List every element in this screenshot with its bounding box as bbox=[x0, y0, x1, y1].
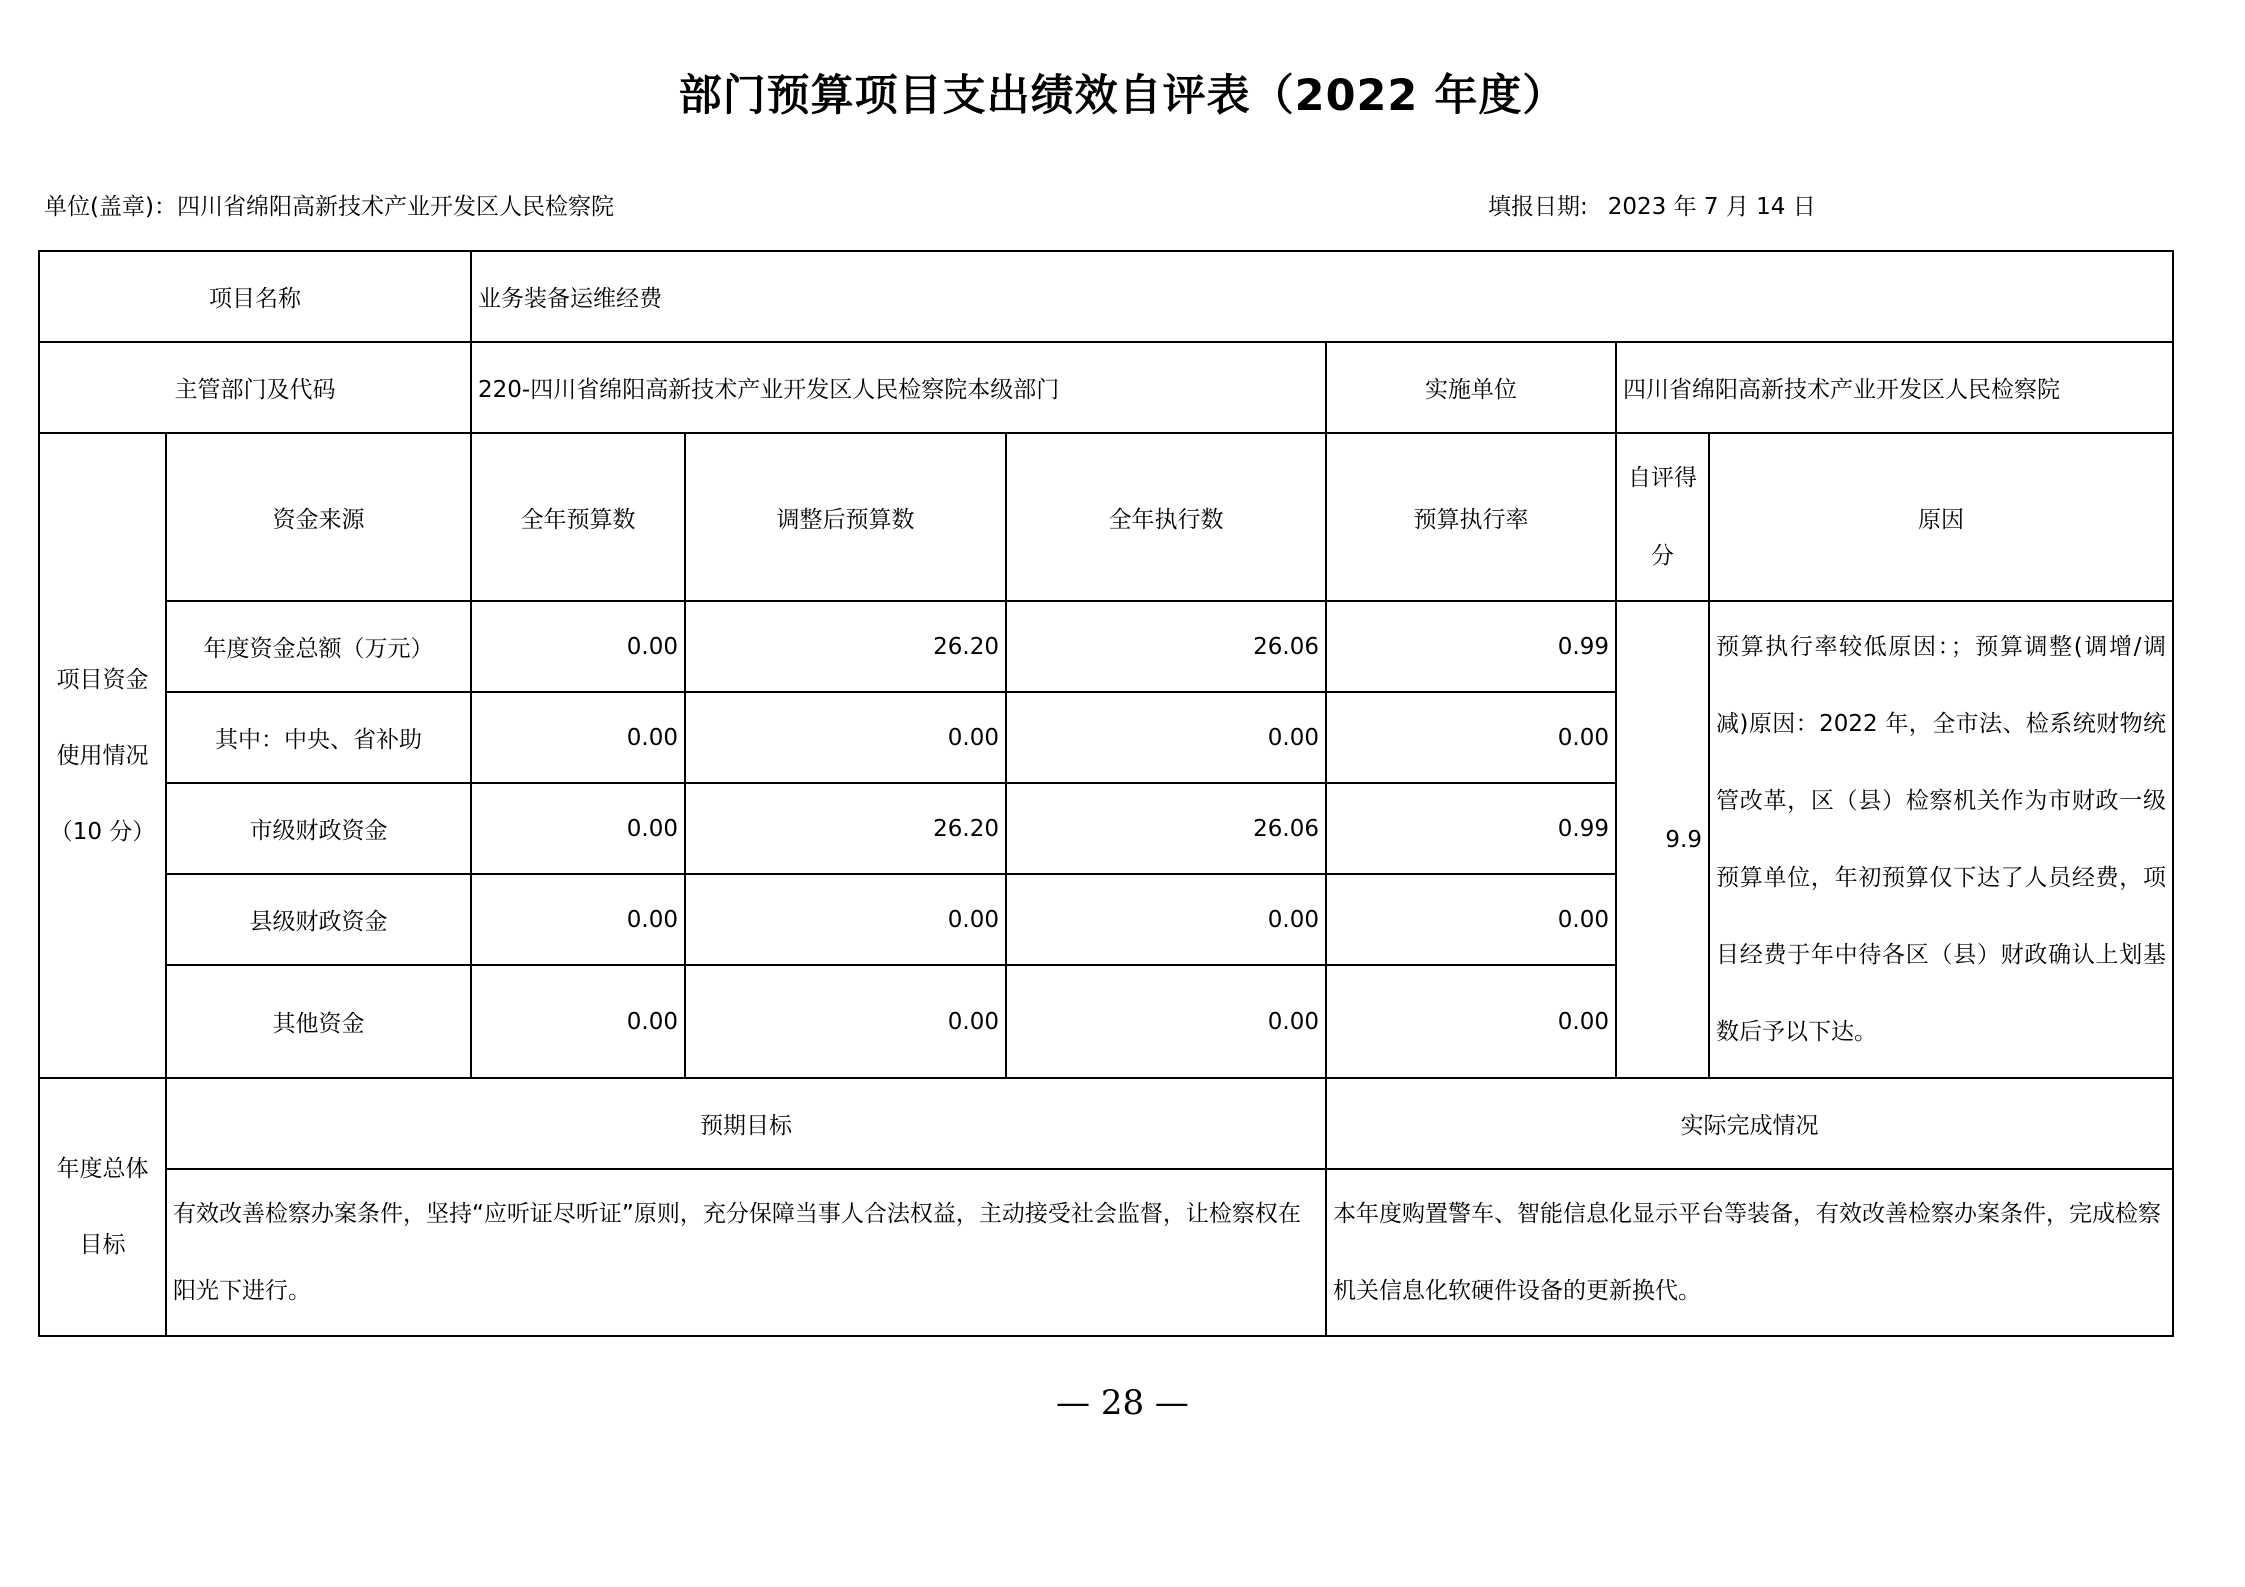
score-value: 9.9 bbox=[1616, 601, 1709, 1078]
row-exec-rate: 0.99 bbox=[1326, 601, 1616, 692]
page-title: 部门预算项目支出绩效自评表（2022 年度） bbox=[678, 71, 1567, 121]
header-score: 自评得分 bbox=[1616, 433, 1709, 601]
actual-label: 实际完成情况 bbox=[1326, 1078, 2173, 1169]
fill-date-label: 填报日期: bbox=[1488, 194, 1588, 220]
funds-section-label: 项目资金使用情况（10 分） bbox=[39, 433, 166, 1078]
fill-date-value: 2023 年 7 月 14 日 bbox=[1607, 194, 1816, 220]
row-source: 其他资金 bbox=[166, 965, 471, 1078]
row-exec-rate: 0.00 bbox=[1326, 692, 1616, 783]
row-executed: 0.00 bbox=[1006, 874, 1326, 965]
row-annual-budget: 0.00 bbox=[471, 874, 685, 965]
row-source: 县级财政资金 bbox=[166, 874, 471, 965]
header-source: 资金来源 bbox=[166, 433, 471, 601]
row-source: 年度资金总额（万元） bbox=[166, 601, 471, 692]
row-exec-rate: 0.99 bbox=[1326, 783, 1616, 874]
unit-line: 单位(盖章)：四川省绵阳高新技术产业开发区人民检察院 bbox=[44, 194, 614, 220]
dept-label: 主管部门及代码 bbox=[39, 342, 471, 433]
impl-label: 实施单位 bbox=[1326, 342, 1616, 433]
impl-value: 四川省绵阳高新技术产业开发区人民检察院 bbox=[1616, 342, 2173, 433]
evaluation-table bbox=[38, 250, 2174, 1337]
row-executed: 0.00 bbox=[1006, 692, 1326, 783]
row-exec-rate: 0.00 bbox=[1326, 874, 1616, 965]
row-annual-budget: 0.00 bbox=[471, 601, 685, 692]
header-executed: 全年执行数 bbox=[1006, 433, 1326, 601]
row-annual-budget: 0.00 bbox=[471, 783, 685, 874]
row-adjusted-budget: 0.00 bbox=[685, 965, 1006, 1078]
header-exec-rate: 预算执行率 bbox=[1326, 433, 1616, 601]
actual-text: 本年度购置警车、智能信息化显示平台等装备，有效改善检察办案条件，完成检察机关信息化软硬件设备的更新换代。 bbox=[1326, 1169, 2173, 1336]
row-adjusted-budget: 0.00 bbox=[685, 874, 1006, 965]
row-source: 市级财政资金 bbox=[166, 783, 471, 874]
row-source: 其中：中央、省补助 bbox=[166, 692, 471, 783]
row-adjusted-budget: 26.20 bbox=[685, 783, 1006, 874]
header-adjusted-budget: 调整后预算数 bbox=[685, 433, 1006, 601]
row-executed: 26.06 bbox=[1006, 601, 1326, 692]
project-name-value: 业务装备运维经费 bbox=[471, 251, 2173, 342]
expected-goal-label: 预期目标 bbox=[166, 1078, 1326, 1169]
goal-section-label: 年度总体目标 bbox=[39, 1078, 166, 1336]
header-reason: 原因 bbox=[1709, 433, 2173, 601]
fill-date bbox=[1488, 188, 1816, 221]
expected-goal-text: 有效改善检察办案条件，坚持“应听证尽听证”原则，充分保障当事人合法权益，主动接受社会监督，让检察权在阳光下进行。 bbox=[166, 1169, 1326, 1336]
row-exec-rate: 0.00 bbox=[1326, 965, 1616, 1078]
dept-value: 220-四川省绵阳高新技术产业开发区人民检察院本级部门 bbox=[471, 342, 1326, 433]
row-executed: 26.06 bbox=[1006, 783, 1326, 874]
row-executed: 0.00 bbox=[1006, 965, 1326, 1078]
row-annual-budget: 0.00 bbox=[471, 965, 685, 1078]
reason-text: 预算执行率较低原因：；预算调整(调增/调减)原因：2022 年，全市法、检系统财物统管改革，区（县）检察机关作为市财政一级预算单位，年初预算仅下达了人员经费，项目经费于年中待各区（县）财政确认上划基数后予以下达。 bbox=[1709, 601, 2173, 1078]
row-adjusted-budget: 26.20 bbox=[685, 601, 1006, 692]
page-number: — 28 — bbox=[1056, 1383, 1189, 1423]
header-annual-budget: 全年预算数 bbox=[471, 433, 685, 601]
row-annual-budget: 0.00 bbox=[471, 692, 685, 783]
project-name-label: 项目名称 bbox=[39, 251, 471, 342]
row-adjusted-budget: 0.00 bbox=[685, 692, 1006, 783]
